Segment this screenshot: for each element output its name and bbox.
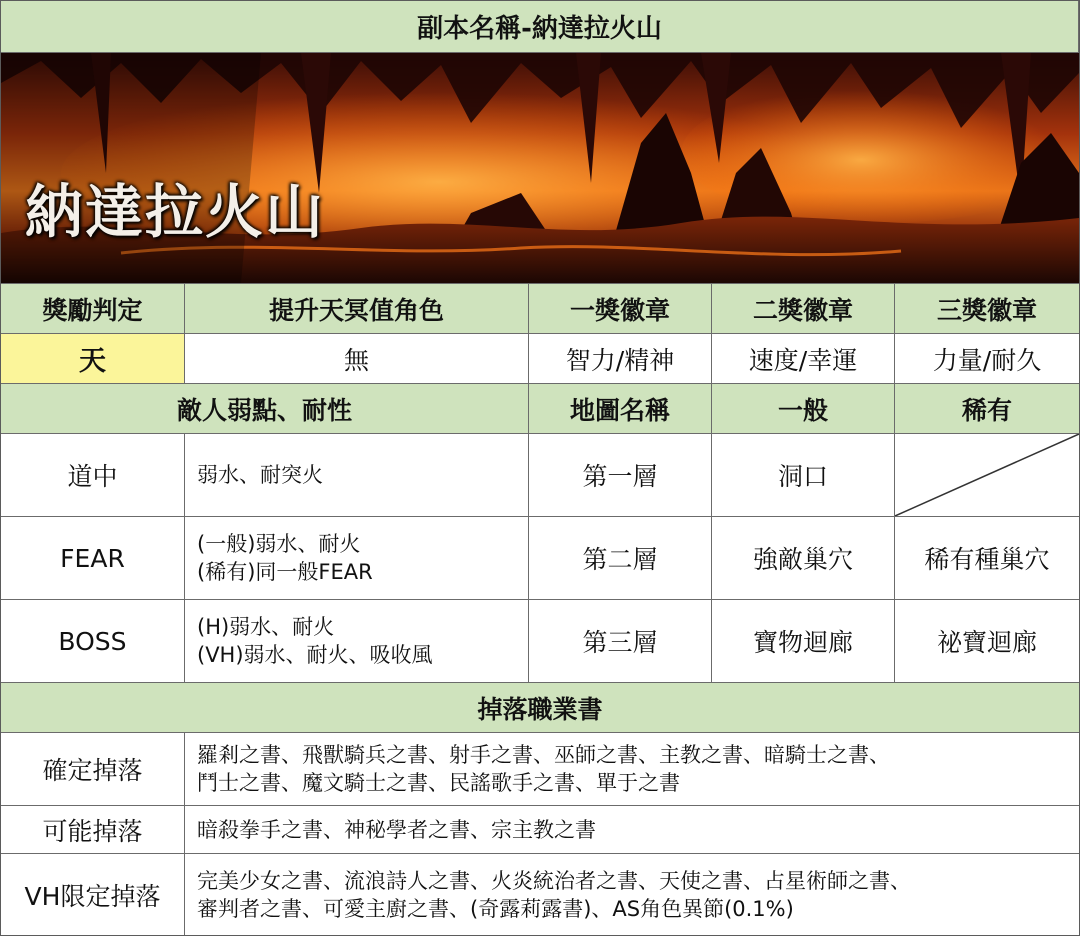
drop-books: [185, 854, 1079, 935]
normal-map: 寶物迴廊: [712, 600, 895, 683]
enemy-weakness: [185, 434, 529, 517]
header-map-name: 地圖名稱: [529, 384, 712, 434]
weakness-line: (稀有)同一般FEAR: [197, 560, 373, 584]
rare-map-empty: [895, 434, 1079, 517]
drop-row: [1, 854, 1079, 935]
drop-row: [1, 806, 1079, 854]
rare-map: 祕寶迴廊: [895, 600, 1079, 683]
drop-books-line: 審判者之書、可愛主廚之書、(奇露莉露書)、AS角色異節(0.1%): [197, 896, 794, 921]
header-badge2: 二獎徽章: [712, 284, 895, 334]
drop-books-line: 羅剎之書、飛獸騎兵之書、射手之書、巫師之書、主教之書、暗騎士之書、: [197, 743, 890, 767]
reward-header-row: [1, 284, 1079, 334]
drop-row: [1, 733, 1079, 806]
drop-books-line: 鬥士之書、魔文騎士之書、民謠歌手之書、單于之書: [197, 771, 680, 795]
badge1-value: 智力/精神: [529, 334, 712, 384]
drop-books: [185, 733, 1079, 806]
badge2-value: 速度/幸運: [712, 334, 895, 384]
drop-books-line: 暗殺拳手之書、神秘學者之書、宗主教之書: [197, 817, 596, 842]
enemy-row: [1, 434, 1079, 517]
weakness-line: 弱水、耐突火: [197, 463, 323, 487]
boost-role-value: 無: [185, 334, 529, 384]
reward-value-row: [1, 334, 1079, 384]
title-row: [1, 1, 1079, 53]
rare-map: 稀有種巢穴: [895, 517, 1079, 600]
enemy-type: 道中: [1, 434, 185, 517]
reward-judge-value: 天: [1, 334, 185, 384]
header-badge1: 一獎徽章: [529, 284, 712, 334]
map-floor: 第二層: [529, 517, 712, 600]
drops-header-row: [1, 683, 1079, 733]
header-normal: 一般: [712, 384, 895, 434]
banner-title: 納達拉火山: [25, 178, 326, 246]
drops-header: 掉落職業書: [1, 683, 1079, 733]
enemy-type: BOSS: [1, 600, 185, 683]
map-floor: 第三層: [529, 600, 712, 683]
weakness-line: (VH)弱水、耐火、吸收風: [197, 643, 433, 667]
header-reward-judge: 獎勵判定: [1, 284, 185, 334]
drop-label: 確定掉落: [1, 733, 185, 806]
diagonal-slash-icon: [895, 434, 1079, 517]
enemy-type: FEAR: [1, 517, 185, 600]
weakness-line: (H)弱水、耐火: [197, 615, 335, 639]
normal-map: 強敵巢穴: [712, 517, 895, 600]
normal-map: 洞口: [712, 434, 895, 517]
drop-books: [185, 806, 1079, 854]
header-badge3: 三獎徽章: [895, 284, 1079, 334]
badge3-value: 力量/耐久: [895, 334, 1079, 384]
drop-books-line: 完美少女之書、流浪詩人之書、火炎統治者之書、天使之書、占星術師之書、: [197, 868, 911, 893]
enemy-header-row: [1, 384, 1079, 434]
header-rare: 稀有: [895, 384, 1079, 434]
map-floor: 第一層: [529, 434, 712, 517]
enemy-weakness: [185, 517, 529, 600]
page-title: 副本名稱-納達拉火山: [1, 1, 1079, 53]
drop-label: VH限定掉落: [1, 854, 185, 935]
dungeon-banner: [1, 53, 1079, 284]
header-weakness: 敵人弱點、耐性: [1, 384, 529, 434]
weakness-line: (一般)弱水、耐火: [197, 532, 361, 556]
enemy-weakness: [185, 600, 529, 683]
header-boost-role: 提升天冥值角色: [185, 284, 529, 334]
enemy-row: [1, 600, 1079, 683]
drop-label: 可能掉落: [1, 806, 185, 854]
enemy-row: [1, 517, 1079, 600]
